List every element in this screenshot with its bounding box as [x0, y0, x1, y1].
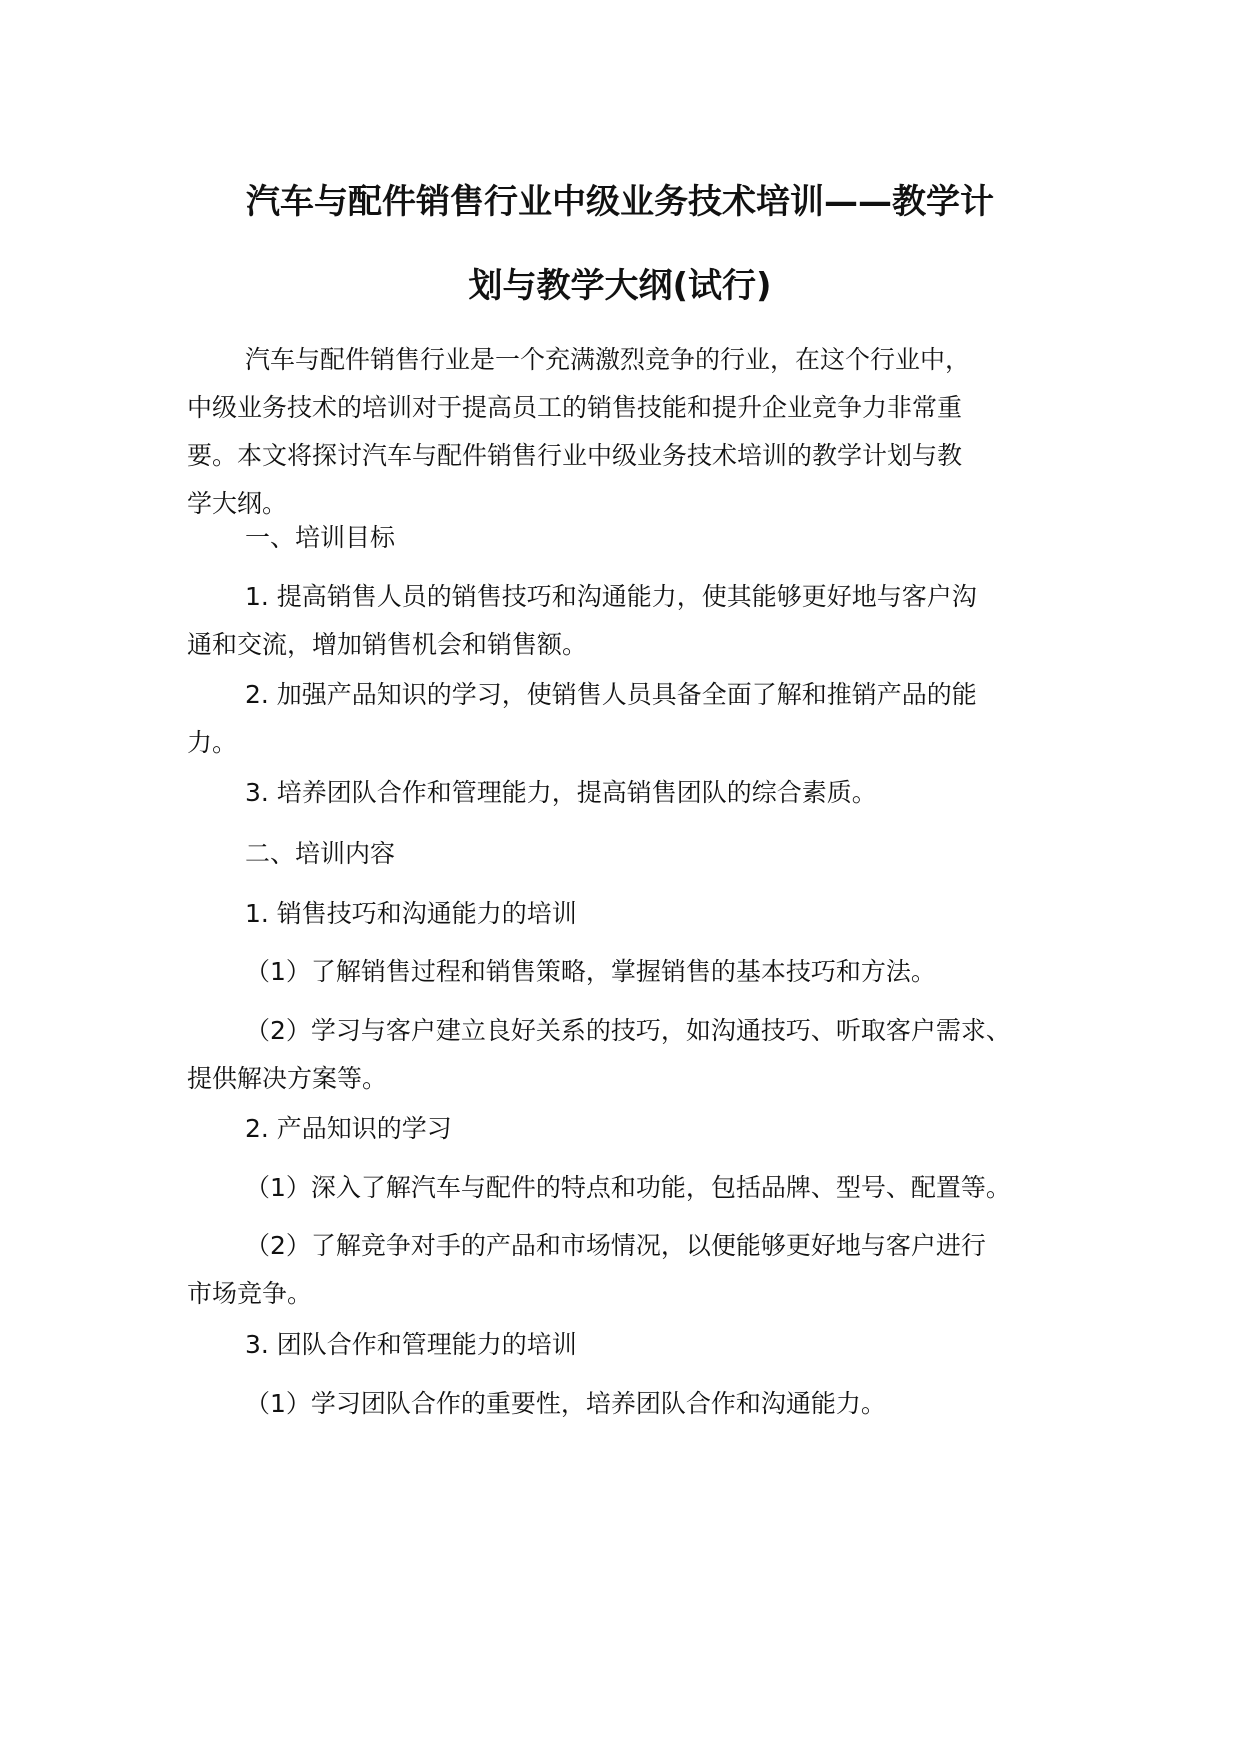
paragraph-line: （2）了解竞争对手的产品和市场情况，以便能够更好地与客户进行 [245, 1231, 986, 1260]
paragraph-line: 市场竞争。 [187, 1279, 313, 1308]
content-subitem-2-1 [187, 1164, 1067, 1212]
content-item-3 [187, 1321, 1067, 1369]
section-heading-content [187, 830, 1067, 878]
goal-item-1 [187, 573, 1067, 669]
intro-paragraph [187, 336, 1067, 528]
content-subitem-1-1 [187, 948, 1067, 996]
content-subitem-3-1 [187, 1380, 1067, 1428]
paragraph-line: （2）学习与客户建立良好关系的技巧，如沟通技巧、听取客户需求、 [245, 1016, 1011, 1045]
paragraph-line: 2. 加强产品知识的学习，使销售人员具备全面了解和推销产品的能 [245, 680, 977, 709]
paragraph-line: 1. 销售技巧和沟通能力的培训 [245, 899, 577, 928]
paragraph-line: 2. 产品知识的学习 [245, 1114, 452, 1143]
paragraph-line: 一、培训目标 [245, 523, 396, 552]
paragraph-line: 力。 [187, 728, 238, 757]
paragraph-line: （1）了解销售过程和销售策略，掌握销售的基本技巧和方法。 [245, 957, 936, 986]
paragraph-line: （1）学习团队合作的重要性，培养团队合作和沟通能力。 [245, 1389, 886, 1418]
paragraph-line: 3. 团队合作和管理能力的培训 [245, 1330, 577, 1359]
paragraph-line: 3. 培养团队合作和管理能力，提高销售团队的综合素质。 [245, 778, 877, 807]
paragraph-line: 学大纲。 [187, 489, 288, 518]
paragraph-line: 要。本文将探讨汽车与配件销售行业中级业务技术培训的教学计划与教 [187, 441, 963, 470]
paragraph-line: 中级业务技术的培训对于提高员工的销售技能和提升企业竞争力非常重 [187, 393, 963, 422]
paragraph-line: （1）深入了解汽车与配件的特点和功能，包括品牌、型号、配置等。 [245, 1173, 1011, 1202]
content-item-1 [187, 890, 1067, 938]
paragraph-line: 汽车与配件销售行业是一个充满激烈竞争的行业，在这个行业中， [245, 345, 971, 374]
content-item-2 [187, 1105, 1067, 1153]
paragraph-line: 提供解决方案等。 [187, 1064, 388, 1093]
section-heading-goals [187, 514, 1067, 562]
document-title-line-2: 划与教学大纲(试行) [468, 266, 772, 306]
content-subitem-1-2 [187, 1007, 1067, 1103]
goal-item-3 [187, 769, 1067, 817]
goal-item-2 [187, 671, 1067, 767]
paragraph-line: 1. 提高销售人员的销售技巧和沟通能力，使其能够更好地与客户沟 [245, 582, 977, 611]
paragraph-line: 二、培训内容 [245, 839, 396, 868]
content-subitem-2-2 [187, 1222, 1067, 1318]
document-title-line-1: 汽车与配件销售行业中级业务技术培训——教学计 [246, 182, 994, 222]
paragraph-line: 通和交流，增加销售机会和销售额。 [187, 630, 588, 659]
